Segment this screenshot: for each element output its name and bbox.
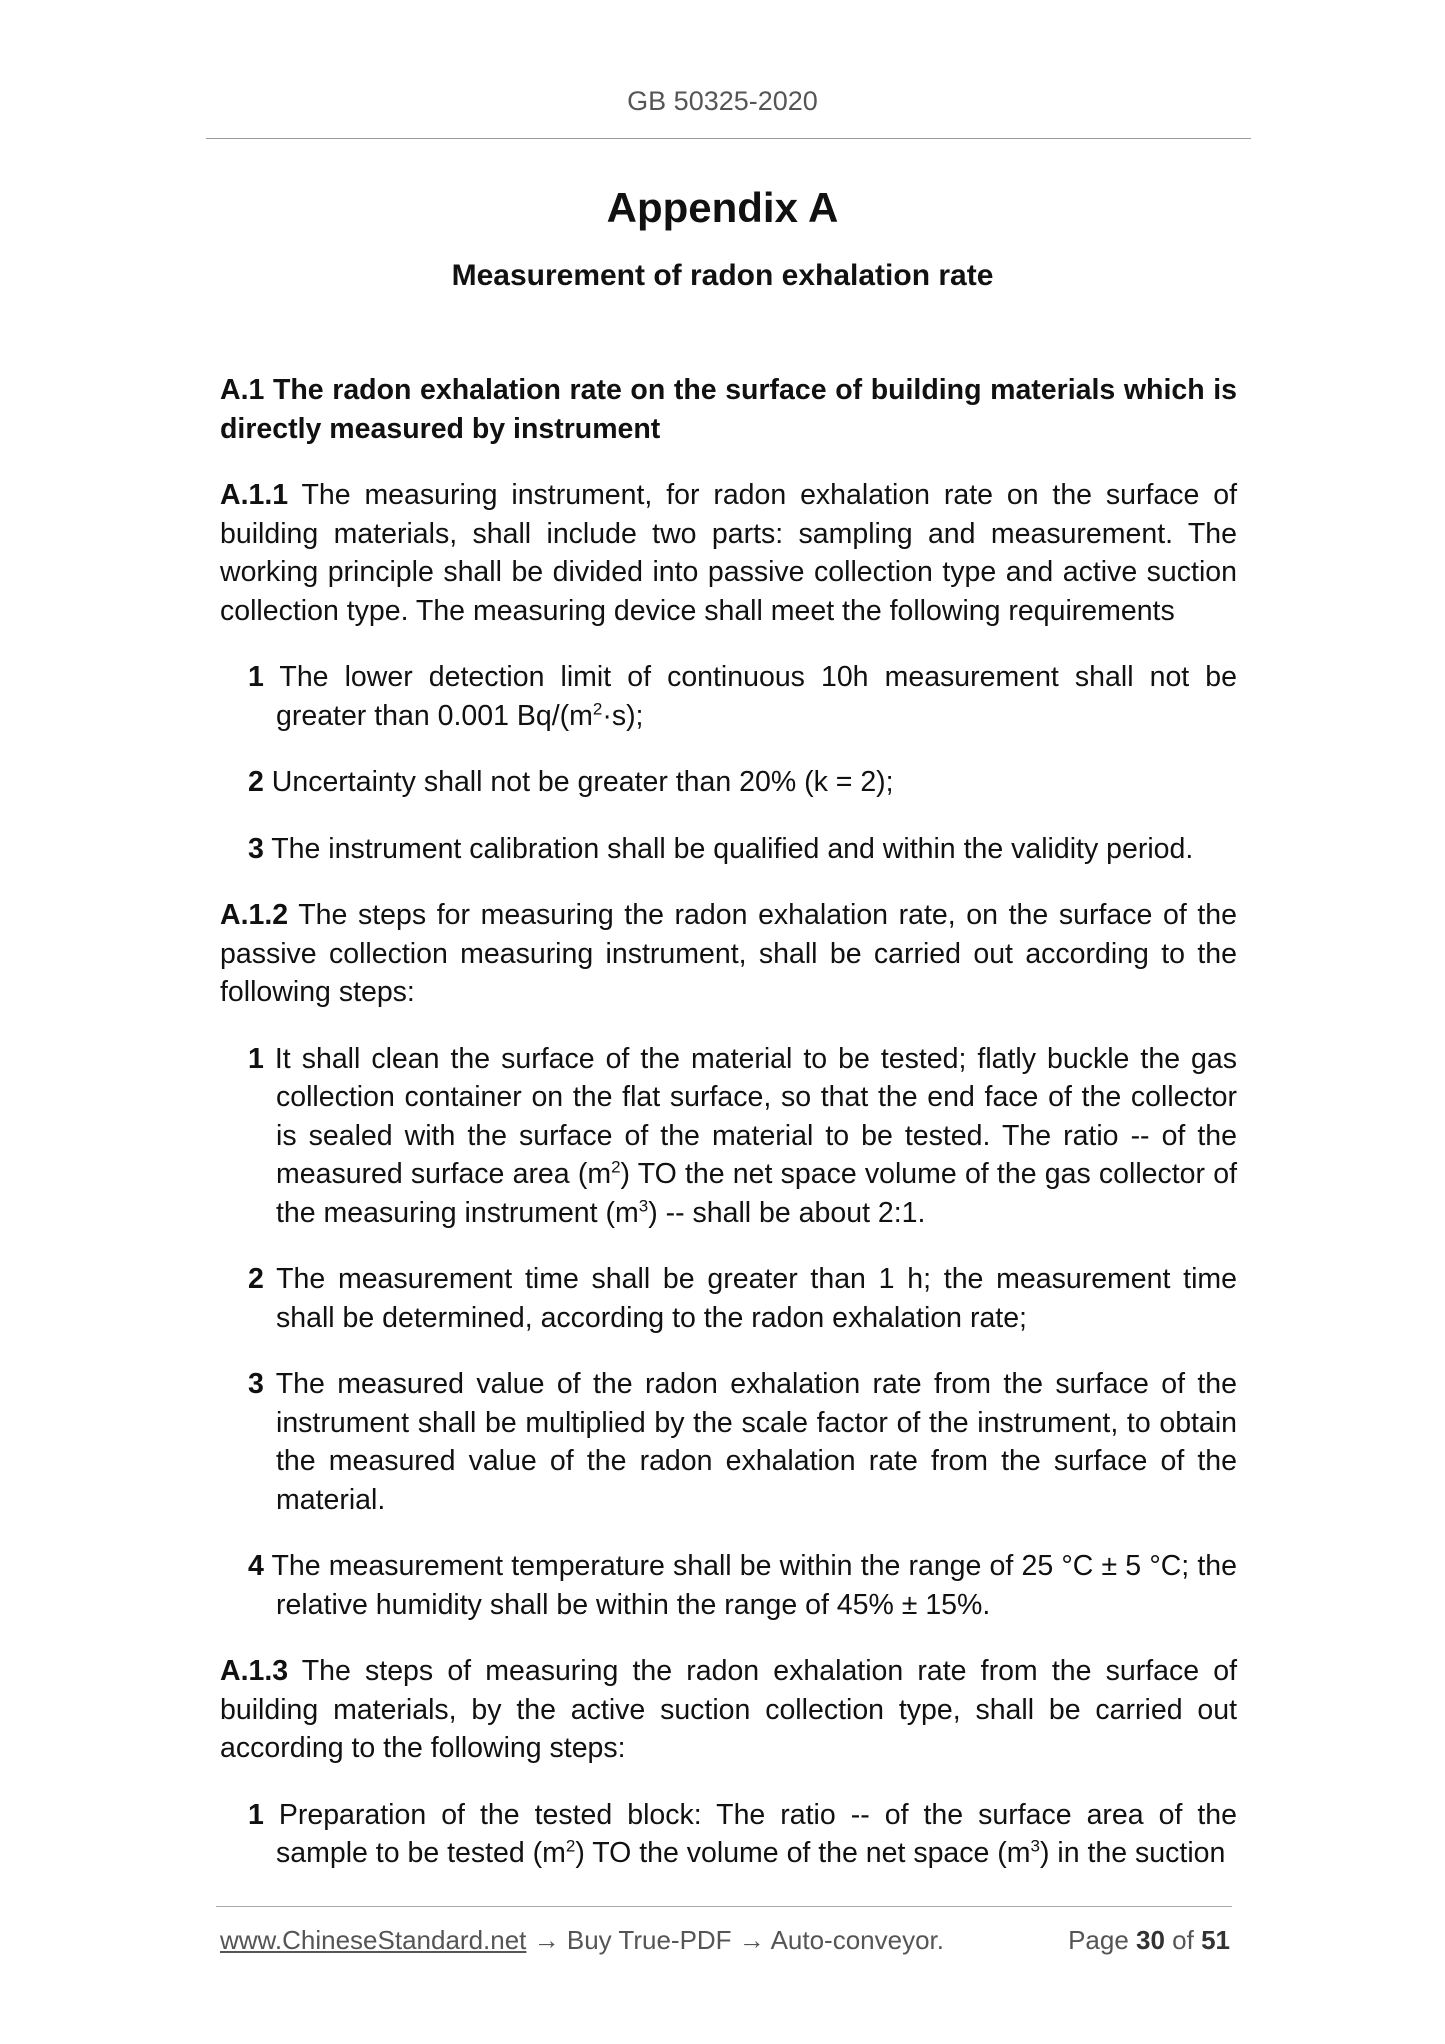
item-number: 3 bbox=[248, 1368, 264, 1400]
item-number: 1 bbox=[248, 661, 264, 693]
website-link[interactable]: www.ChineseStandard.net bbox=[220, 1925, 527, 1955]
item-number: 2 bbox=[248, 766, 264, 798]
page-indicator bbox=[1068, 1925, 1230, 1956]
list-item bbox=[248, 1040, 1237, 1233]
header-divider bbox=[206, 138, 1251, 139]
item-text: The instrument calibration shall be qualified and within the validity period. bbox=[263, 832, 1194, 865]
superscript: 3 bbox=[1030, 1836, 1040, 1856]
item-text: The measurement temperature shall be within the range of 25 °C ± 5 °C; the relative humidity shall be within the range of 45% ± 15%. bbox=[263, 1550, 1237, 1621]
item-text: ·s); bbox=[602, 699, 644, 732]
item-number: 2 bbox=[248, 1263, 264, 1295]
item-text: ) in the suction bbox=[1040, 1837, 1226, 1869]
page-label: Page bbox=[1068, 1925, 1137, 1955]
list-item bbox=[248, 1260, 1237, 1337]
clause-a-1-1 bbox=[220, 476, 1237, 630]
item-text: The lower detection limit of continuous 10h measurement shall not be greater than 0.001 Bq/(m bbox=[263, 661, 1237, 732]
section-heading-a1: A.1 The radon exhalation rate on the surface of building materials which is directly measured by instrument bbox=[220, 374, 1237, 445]
total-pages: 51 bbox=[1201, 1925, 1230, 1955]
document-code-header: GB 50325-2020 bbox=[627, 86, 818, 116]
list-item bbox=[248, 830, 1237, 869]
list-item bbox=[248, 1547, 1237, 1624]
clause-a-1-2 bbox=[220, 896, 1237, 1012]
item-text: Uncertainty shall not be greater than 20% (k = 2); bbox=[263, 766, 894, 798]
item-number: 4 bbox=[248, 1550, 264, 1582]
item-number: 1 bbox=[248, 1042, 264, 1075]
list-item bbox=[248, 658, 1237, 735]
clause-text: The steps of measuring the radon exhalation rate from the surface of building materials, by the active suction collection type, shall be carried out according to the following steps: bbox=[220, 1655, 1237, 1764]
footer-links bbox=[220, 1925, 944, 1956]
item-text: ) -- shall be about 2:1. bbox=[648, 1196, 926, 1229]
item-text: ) TO the net space volume of the gas collector of the measuring instrument (m bbox=[276, 1158, 1237, 1229]
document-body bbox=[220, 371, 1237, 1901]
clause-number: A.1.2 bbox=[220, 899, 289, 931]
clause-number: A.1.1 bbox=[220, 479, 289, 511]
superscript: 2 bbox=[565, 1836, 576, 1856]
superscript: 2 bbox=[611, 1157, 621, 1177]
footer-nav-text: → Buy True-PDF → Auto-conveyor. bbox=[526, 1925, 945, 1955]
list-item bbox=[248, 1796, 1237, 1873]
list-item bbox=[248, 763, 1237, 802]
clause-a-1-3 bbox=[220, 1652, 1237, 1768]
superscript: 3 bbox=[638, 1196, 649, 1215]
clause-number: A.1.3 bbox=[220, 1655, 289, 1687]
item-text: The measurement time shall be greater than 1 h; the measurement time shall be determined, according to the radon exhalation rate; bbox=[263, 1263, 1237, 1334]
item-number: 3 bbox=[248, 832, 264, 865]
appendix-subtitle: Measurement of radon exhalation rate bbox=[451, 259, 994, 292]
list-item bbox=[248, 1365, 1237, 1519]
clause-text: The steps for measuring the radon exhalation rate, on the surface of the passive collection measuring instrument, shall be carried out according to the following steps: bbox=[220, 899, 1237, 1008]
clause-text: The measuring instrument, for radon exhalation rate on the surface of building materials, shall include two parts: sampling and measurement. The working principle shall be divided into passive collection type and active suction collection type. The measuring device shall meet the following requirements bbox=[220, 479, 1237, 627]
appendix-title: Appendix A bbox=[606, 184, 839, 231]
item-text: ) TO the volume of the net space (m bbox=[575, 1837, 1031, 1869]
item-text: The measured value of the radon exhalation rate from the surface of the instrument shall be multiplied by the scale factor of the instrument, to obtain the measured value of the radon exhalation rate from the surface of the material. bbox=[263, 1368, 1237, 1516]
footer-divider bbox=[216, 1906, 1232, 1907]
item-number: 1 bbox=[248, 1798, 264, 1831]
of-label: of bbox=[1164, 1925, 1202, 1955]
item-text: Preparation of the tested block: The ratio -- of the surface area of the sample to be tested (m bbox=[263, 1798, 1237, 1869]
current-page-number: 30 bbox=[1136, 1925, 1165, 1955]
item-text: It shall clean the surface of the material to be tested; flatly buckle the gas collection container on the flat surface, so that the end face of the collector is sealed with the surface of the material to be tested. The ratio -- of the measured surface area (m bbox=[263, 1042, 1237, 1190]
superscript: 2 bbox=[592, 699, 603, 718]
